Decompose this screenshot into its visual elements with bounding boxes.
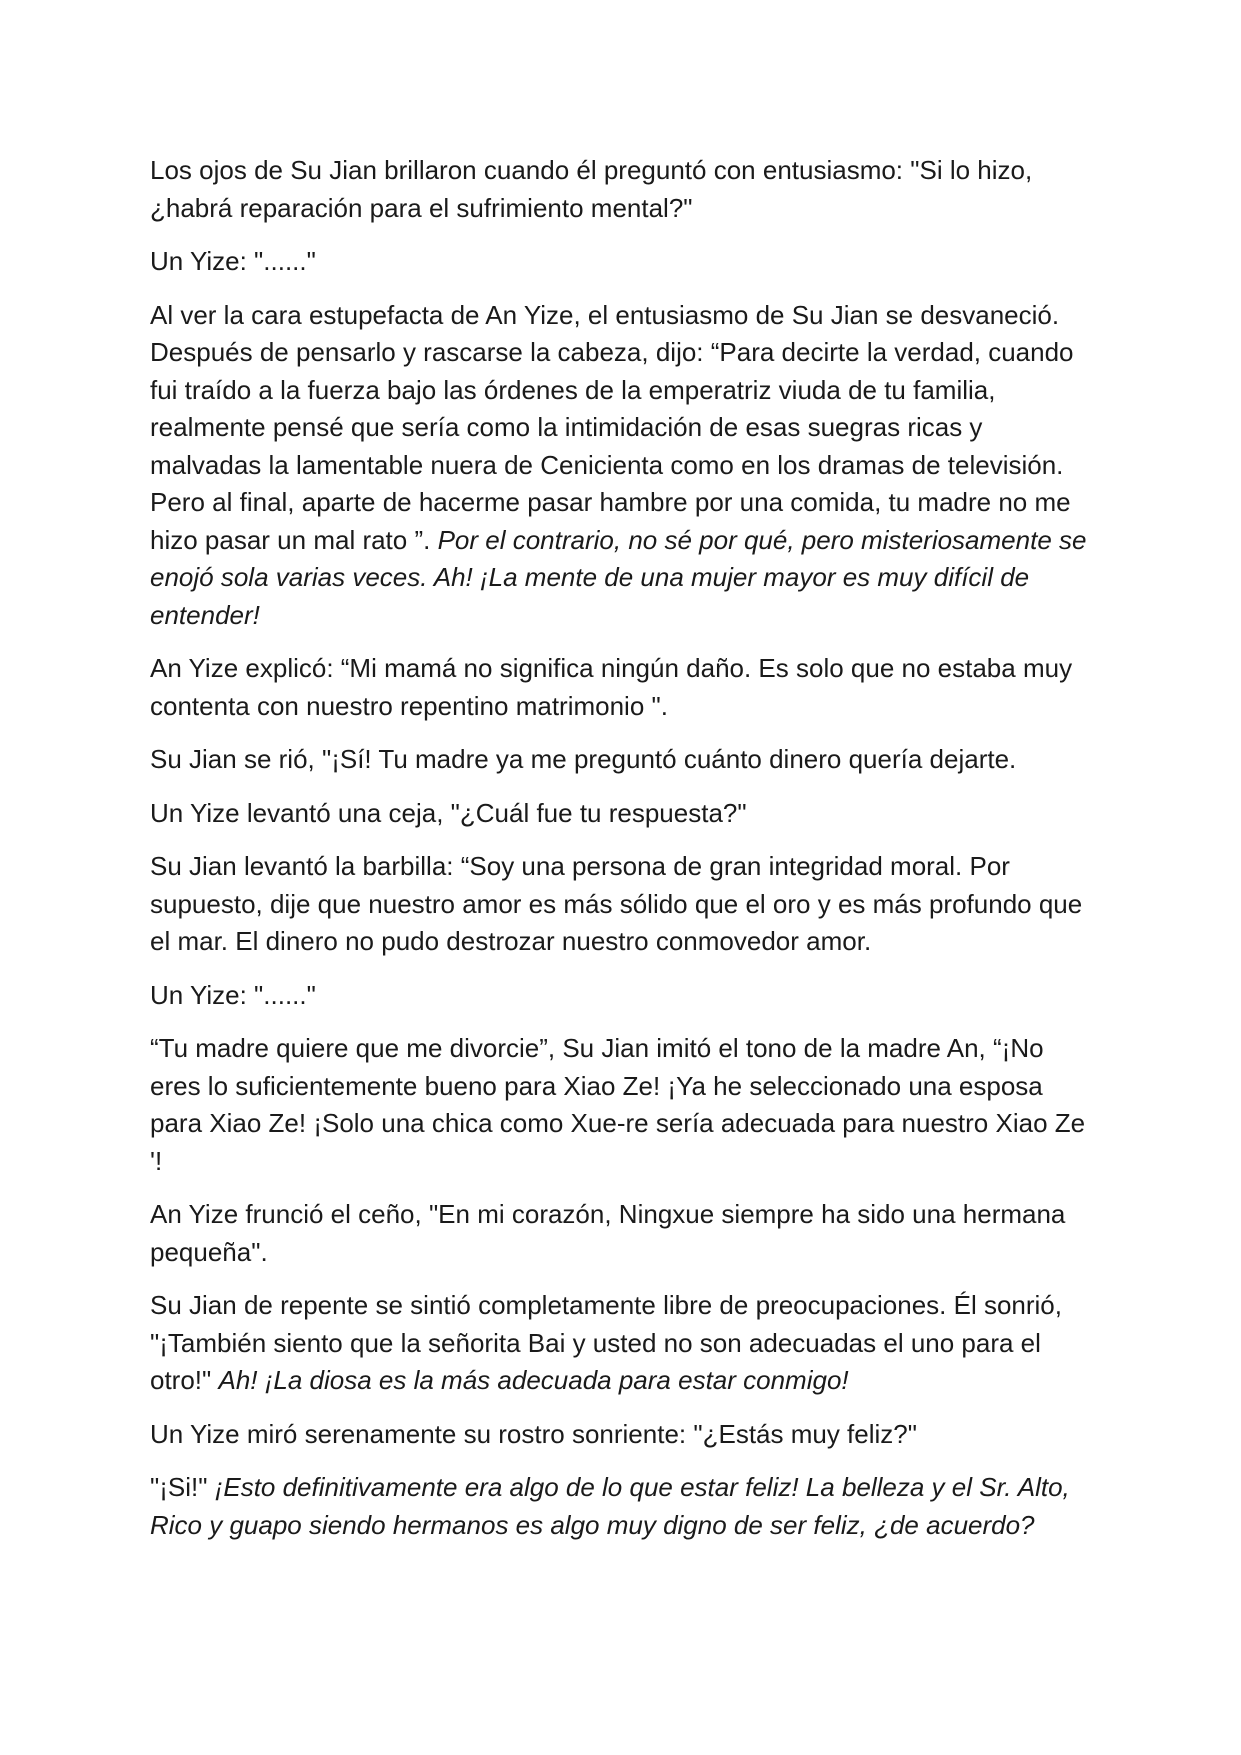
paragraph-1 (150, 152, 1095, 227)
paragraph-10 (150, 1196, 1095, 1271)
paragraph-6 (150, 795, 1095, 833)
paragraph-4 (150, 650, 1095, 725)
paragraph-text: Su Jian de repente se sintió completamente libre de preocupaciones. Él sonrió, "¡También siento que la señorita Bai y usted no son adecuadas el uno para el otro!" (150, 1290, 1062, 1395)
paragraph-text: An Yize explicó: “Mi mamá no significa ningún daño. Es solo que no estaba muy contenta con nuestro repentino matrimonio ". (150, 653, 1073, 721)
paragraph-12 (150, 1416, 1095, 1454)
paragraph-italic-text: Por el contrario, no sé por qué, pero misteriosamente se enojó sola varias veces. Ah! ¡La mente de una mujer mayor es muy difícil de entender! (150, 524, 1087, 630)
paragraph-8 (150, 977, 1095, 1015)
paragraph-text: Su Jian se rió, "¡Sí! Tu madre ya me preguntó cuánto dinero quería dejarte. (150, 744, 1017, 774)
paragraph-5 (150, 741, 1095, 779)
paragraph-11 (150, 1287, 1095, 1400)
paragraph-2 (150, 243, 1095, 281)
paragraph-text: Su Jian levantó la barbilla: “Soy una persona de gran integridad moral. Por supuesto, dije que nuestro amor es más sólido que el oro y es más profundo que el mar. El dinero no pudo destrozar nuestro conmovedor amor. (150, 851, 1083, 956)
paragraph-text: An Yize frunció el ceño, "En mi corazón, Ningxue siempre ha sido una hermana pequeña". (150, 1199, 1066, 1267)
paragraph-text: Un Yize: "......" (150, 979, 316, 1010)
paragraph-text: “Tu madre quiere que me divorcie”, Su Jian imitó el tono de la madre An, “¡No eres lo suficientemente bueno para Xiao Ze! ¡Ya he seleccionado una esposa para Xiao Ze! ¡Solo una chica como Xue-re sería adecuada para nuestro Xiao Ze '! (150, 1033, 1086, 1176)
paragraph-7 (150, 848, 1095, 961)
paragraph-13 (150, 1469, 1095, 1544)
paragraph-text: "¡Si!" (150, 1472, 215, 1502)
paragraph-3 (150, 297, 1095, 635)
document-page (150, 152, 1095, 1560)
paragraph-text: Un Yize: "......" (150, 246, 316, 276)
paragraph-italic-text: ¡Esto definitivamente era algo de lo que estar feliz! La belleza y el Sr. Alto, Rico y guapo siendo hermanos es algo muy digno de ser feliz, ¿de acuerdo? (150, 1472, 1070, 1540)
paragraph-9 (150, 1030, 1095, 1180)
paragraph-text: Los ojos de Su Jian brillaron cuando él preguntó con entusiasmo: "Si lo hizo, ¿habrá reparación para el sufrimiento mental?" (150, 155, 1033, 223)
paragraph-italic-text: Ah! ¡La diosa es la más adecuada para estar conmigo! (218, 1365, 849, 1395)
paragraph-text: Un Yize miró serenamente su rostro sonriente: "¿Estás muy feliz?" (150, 1418, 917, 1449)
paragraph-text: Un Yize levantó una ceja, "¿Cuál fue tu respuesta?" (150, 797, 747, 828)
paragraph-text: Al ver la cara estupefacta de An Yize, el entusiasmo de Su Jian se desvaneció. Después de pensarlo y rascarse la cabeza, dijo: “Para decirte la verdad, cuando fui traído a la fuerza bajo las órdenes de la emperatriz viuda de tu familia, realmente pensé que sería como la intimidación de esas suegras ricas y malvadas la lamentable nuera de Cenicienta como en los dramas de televisión. Pero al final, aparte de hacerme pasar hambre por una comida, tu madre no me hizo pasar un mal rato ”. (150, 299, 1074, 555)
